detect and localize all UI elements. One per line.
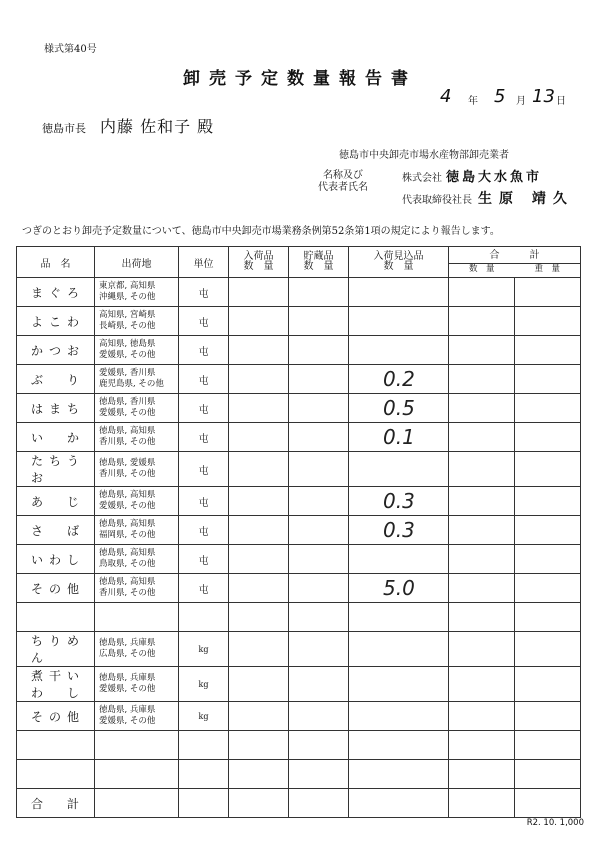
item-name: ちりめん [17, 632, 95, 667]
arrival-qty-cell [229, 731, 289, 760]
table-row [17, 423, 581, 452]
total-weight-cell [515, 731, 581, 760]
addressee-name: 内藤 佐和子 殿 [100, 117, 215, 136]
total-weight-cell [515, 632, 581, 667]
expected-qty-cell [349, 545, 449, 574]
unit-cell: 屯 [179, 307, 229, 336]
total-weight-cell [515, 423, 581, 452]
arrival-qty-cell [229, 545, 289, 574]
origin-line2: 愛媛県, その他 [99, 716, 156, 726]
expected-qty-value: 0.2 [383, 367, 415, 391]
unit-cell [179, 789, 229, 818]
table-row [17, 545, 581, 574]
unit-cell: kg [179, 702, 229, 731]
header-total-qty: 数 量 [468, 263, 495, 274]
document-title: 卸売予定数量報告書 [183, 69, 417, 89]
company-name: 徳島大水魚市 [446, 170, 543, 185]
origin-line1: 徳島県, 高知県 [99, 577, 156, 587]
total-qty-cell [449, 603, 515, 632]
expected-qty-value: 0.3 [383, 489, 415, 513]
sender-representative [402, 188, 574, 208]
sender-label [318, 170, 368, 194]
total-weight-cell [515, 789, 581, 818]
origin-line1: 徳島県, 香川県 [99, 397, 156, 407]
header-total-weight: 重 量 [534, 263, 560, 274]
storage-qty-cell [289, 702, 349, 731]
origin-cell [95, 667, 179, 702]
total-qty-cell [449, 394, 515, 423]
total-qty-cell [449, 574, 515, 603]
expected-qty-cell [349, 667, 449, 702]
expected-qty-cell [349, 789, 449, 818]
item-name: 煮干いわし [17, 667, 95, 702]
origin-cell [95, 545, 179, 574]
arrival-qty-cell [229, 632, 289, 667]
total-qty-cell [449, 336, 515, 365]
table-row [17, 452, 581, 487]
item-name: はまち [17, 394, 95, 423]
origin-cell [95, 516, 179, 545]
total-weight-cell [515, 307, 581, 336]
storage-qty-cell [289, 516, 349, 545]
table-row [17, 760, 581, 789]
expected-qty-cell [349, 731, 449, 760]
storage-qty-cell [289, 394, 349, 423]
origin-line1: 高知県, 宮崎県 [99, 310, 156, 320]
storage-qty-cell [289, 667, 349, 702]
unit-cell: 屯 [179, 545, 229, 574]
expected-qty-cell [349, 365, 449, 394]
storage-qty-cell [289, 731, 349, 760]
total-weight-cell [515, 545, 581, 574]
expected-qty-cell [349, 487, 449, 516]
storage-qty-cell [289, 632, 349, 667]
unit-cell: 屯 [179, 487, 229, 516]
total-weight-cell [515, 394, 581, 423]
arrival-qty-cell [229, 516, 289, 545]
unit-cell: 屯 [179, 574, 229, 603]
storage-qty-cell [289, 336, 349, 365]
header-arrival: 入荷品 数 量 [229, 247, 289, 278]
unit-cell: 屯 [179, 394, 229, 423]
form-number: 様式第40号 [44, 44, 97, 55]
storage-qty-cell [289, 487, 349, 516]
total-qty-cell [449, 365, 515, 394]
total-weight-cell [515, 760, 581, 789]
rep-title: 代表取締役社長 [402, 195, 472, 206]
expected-qty-cell [349, 702, 449, 731]
item-name: その他 [17, 702, 95, 731]
unit-cell: 屯 [179, 336, 229, 365]
storage-qty-cell [289, 278, 349, 307]
date-year-label: 年 [468, 96, 478, 107]
origin-line1: 徳島県, 高知県 [99, 548, 156, 558]
origin-line1: 徳島県, 兵庫県 [99, 673, 156, 683]
origin-line1: 徳島県, 兵庫県 [99, 638, 156, 648]
arrival-qty-cell [229, 278, 289, 307]
expected-qty-cell [349, 574, 449, 603]
unit-cell: kg [179, 667, 229, 702]
item-name [17, 760, 95, 789]
table-row [17, 702, 581, 731]
arrival-qty-cell [229, 574, 289, 603]
origin-cell [95, 487, 179, 516]
table-row [17, 487, 581, 516]
origin-cell [95, 731, 179, 760]
total-qty-cell [449, 702, 515, 731]
total-weight-cell [515, 574, 581, 603]
total-qty-cell [449, 632, 515, 667]
origin-cell [95, 336, 179, 365]
item-name: まぐろ [17, 278, 95, 307]
total-qty-cell [449, 731, 515, 760]
storage-qty-cell [289, 307, 349, 336]
origin-line2: 愛媛県, その他 [99, 350, 156, 360]
company-prefix: 株式会社 [402, 173, 442, 184]
table-row [17, 394, 581, 423]
storage-qty-cell [289, 365, 349, 394]
origin-line2: 香川県, その他 [99, 437, 156, 447]
origin-line2: 鹿児島県, その他 [99, 379, 164, 389]
sender-label-line1: 名称及び [323, 170, 363, 181]
origin-line1: 徳島県, 兵庫県 [99, 705, 156, 715]
addressee-title: 徳島市長 [42, 122, 86, 135]
origin-cell [95, 760, 179, 789]
date-day-label: 日 [556, 96, 566, 107]
arrival-qty-cell [229, 789, 289, 818]
item-name: あじ [17, 487, 95, 516]
arrival-qty-cell [229, 702, 289, 731]
unit-cell [179, 760, 229, 789]
item-name [17, 603, 95, 632]
header-storage: 貯蔵品 数 量 [289, 247, 349, 278]
rep-name: 生原 靖久 [478, 191, 574, 207]
unit-cell: 屯 [179, 423, 229, 452]
date-month-label: 月 [516, 96, 526, 107]
table-row [17, 667, 581, 702]
origin-cell [95, 365, 179, 394]
header-expected: 入荷見込品 数 量 [349, 247, 449, 278]
unit-cell: 屯 [179, 516, 229, 545]
total-weight-cell [515, 365, 581, 394]
origin-cell [95, 603, 179, 632]
total-weight-cell [515, 278, 581, 307]
report-date [432, 86, 572, 110]
table-row [17, 307, 581, 336]
arrival-qty-cell [229, 603, 289, 632]
total-qty-cell [449, 789, 515, 818]
arrival-qty-cell [229, 307, 289, 336]
table-row [17, 574, 581, 603]
addressee [42, 114, 214, 137]
expected-qty-cell [349, 278, 449, 307]
origin-cell [95, 278, 179, 307]
expected-qty-cell [349, 307, 449, 336]
item-name: ぶり [17, 365, 95, 394]
table-row [17, 278, 581, 307]
unit-cell: 屯 [179, 365, 229, 394]
total-weight-cell [515, 702, 581, 731]
origin-cell [95, 574, 179, 603]
arrival-qty-cell [229, 760, 289, 789]
expected-qty-cell [349, 423, 449, 452]
origin-line2: 鳥取県, その他 [99, 559, 156, 569]
expected-qty-value: 5.0 [383, 576, 415, 600]
origin-cell [95, 702, 179, 731]
total-qty-cell [449, 760, 515, 789]
arrival-qty-cell [229, 365, 289, 394]
date-era-year: 4 [440, 86, 452, 107]
arrival-qty-cell [229, 423, 289, 452]
table-row [17, 731, 581, 760]
origin-line2: 広島県, その他 [99, 649, 156, 659]
item-name: 合 計 [17, 789, 95, 818]
table-row [17, 603, 581, 632]
total-weight-cell [515, 667, 581, 702]
unit-cell: 屯 [179, 278, 229, 307]
header-unit: 単位 [179, 247, 229, 278]
unit-cell [179, 603, 229, 632]
expected-qty-value: 0.5 [383, 396, 415, 420]
origin-cell [95, 452, 179, 487]
table-header-row [17, 247, 581, 278]
origin-line2: 愛媛県, その他 [99, 684, 156, 694]
origin-line2: 沖縄県, その他 [99, 292, 156, 302]
total-qty-cell [449, 452, 515, 487]
origin-line2: 長崎県, その他 [99, 321, 156, 331]
table-row [17, 632, 581, 667]
expected-qty-cell [349, 516, 449, 545]
origin-line1: 愛媛県, 香川県 [99, 368, 156, 378]
origin-line1: 徳島県, 愛媛県 [99, 458, 156, 468]
origin-line1: 徳島県, 高知県 [99, 519, 156, 529]
origin-line1: 東京都, 高知県 [99, 281, 156, 291]
arrival-qty-cell [229, 452, 289, 487]
total-qty-cell [449, 516, 515, 545]
expected-qty-cell [349, 632, 449, 667]
unit-cell: kg [179, 632, 229, 667]
origin-cell [95, 789, 179, 818]
origin-line2: 香川県, その他 [99, 588, 156, 598]
expected-qty-cell [349, 603, 449, 632]
arrival-qty-cell [229, 336, 289, 365]
quantity-table [16, 246, 581, 818]
sender-company [402, 166, 542, 185]
storage-qty-cell [289, 603, 349, 632]
expected-qty-cell [349, 452, 449, 487]
origin-cell [95, 394, 179, 423]
header-origin: 出荷地 [95, 247, 179, 278]
origin-line2: 福岡県, その他 [99, 530, 156, 540]
arrival-qty-cell [229, 487, 289, 516]
total-qty-cell [449, 423, 515, 452]
item-name: その他 [17, 574, 95, 603]
total-qty-cell [449, 278, 515, 307]
header-item: 品 名 [17, 247, 95, 278]
origin-cell [95, 632, 179, 667]
item-name [17, 731, 95, 760]
origin-line1: 高知県, 徳島県 [99, 339, 156, 349]
unit-cell [179, 731, 229, 760]
item-name: いわし [17, 545, 95, 574]
expected-qty-value: 0.1 [383, 425, 415, 449]
statement-text: つぎのとおり卸売予定数量について、徳島市中央卸売市場業務条例第52条第1項の規定により報告します。 [22, 226, 500, 237]
arrival-qty-cell [229, 667, 289, 702]
total-weight-cell [515, 336, 581, 365]
item-name: かつお [17, 336, 95, 365]
origin-cell [95, 307, 179, 336]
origin-line2: 愛媛県, その他 [99, 408, 156, 418]
origin-line1: 徳島県, 高知県 [99, 490, 156, 500]
item-name: たちうお [17, 452, 95, 487]
date-month: 5 [494, 86, 506, 107]
total-weight-cell [515, 603, 581, 632]
date-day: 13 [532, 86, 555, 107]
origin-line1: 徳島県, 高知県 [99, 426, 156, 436]
table-row [17, 336, 581, 365]
expected-qty-value: 0.3 [383, 518, 415, 542]
footer-code: R2. 10. 1,000 [526, 818, 584, 828]
total-qty-cell [449, 487, 515, 516]
storage-qty-cell [289, 789, 349, 818]
expected-qty-cell [349, 394, 449, 423]
item-name: さば [17, 516, 95, 545]
origin-line2: 香川県, その他 [99, 469, 156, 479]
origin-line2: 愛媛県, その他 [99, 501, 156, 511]
table-row [17, 516, 581, 545]
total-qty-cell [449, 307, 515, 336]
header-total: 合 計 数 量 重 量 [449, 247, 581, 278]
sender-label-line2: 代表者氏名 [318, 182, 368, 193]
expected-qty-cell [349, 336, 449, 365]
table-row [17, 789, 581, 818]
storage-qty-cell [289, 760, 349, 789]
storage-qty-cell [289, 423, 349, 452]
total-qty-cell [449, 545, 515, 574]
item-name: よこわ [17, 307, 95, 336]
origin-cell [95, 423, 179, 452]
total-weight-cell [515, 487, 581, 516]
item-name: いか [17, 423, 95, 452]
arrival-qty-cell [229, 394, 289, 423]
storage-qty-cell [289, 452, 349, 487]
storage-qty-cell [289, 574, 349, 603]
expected-qty-cell [349, 760, 449, 789]
total-weight-cell [515, 516, 581, 545]
unit-cell: 屯 [179, 452, 229, 487]
total-weight-cell [515, 452, 581, 487]
sender-organization: 徳島市中央卸売市場水産物部卸売業者 [339, 150, 509, 161]
total-qty-cell [449, 667, 515, 702]
storage-qty-cell [289, 545, 349, 574]
table-row [17, 365, 581, 394]
